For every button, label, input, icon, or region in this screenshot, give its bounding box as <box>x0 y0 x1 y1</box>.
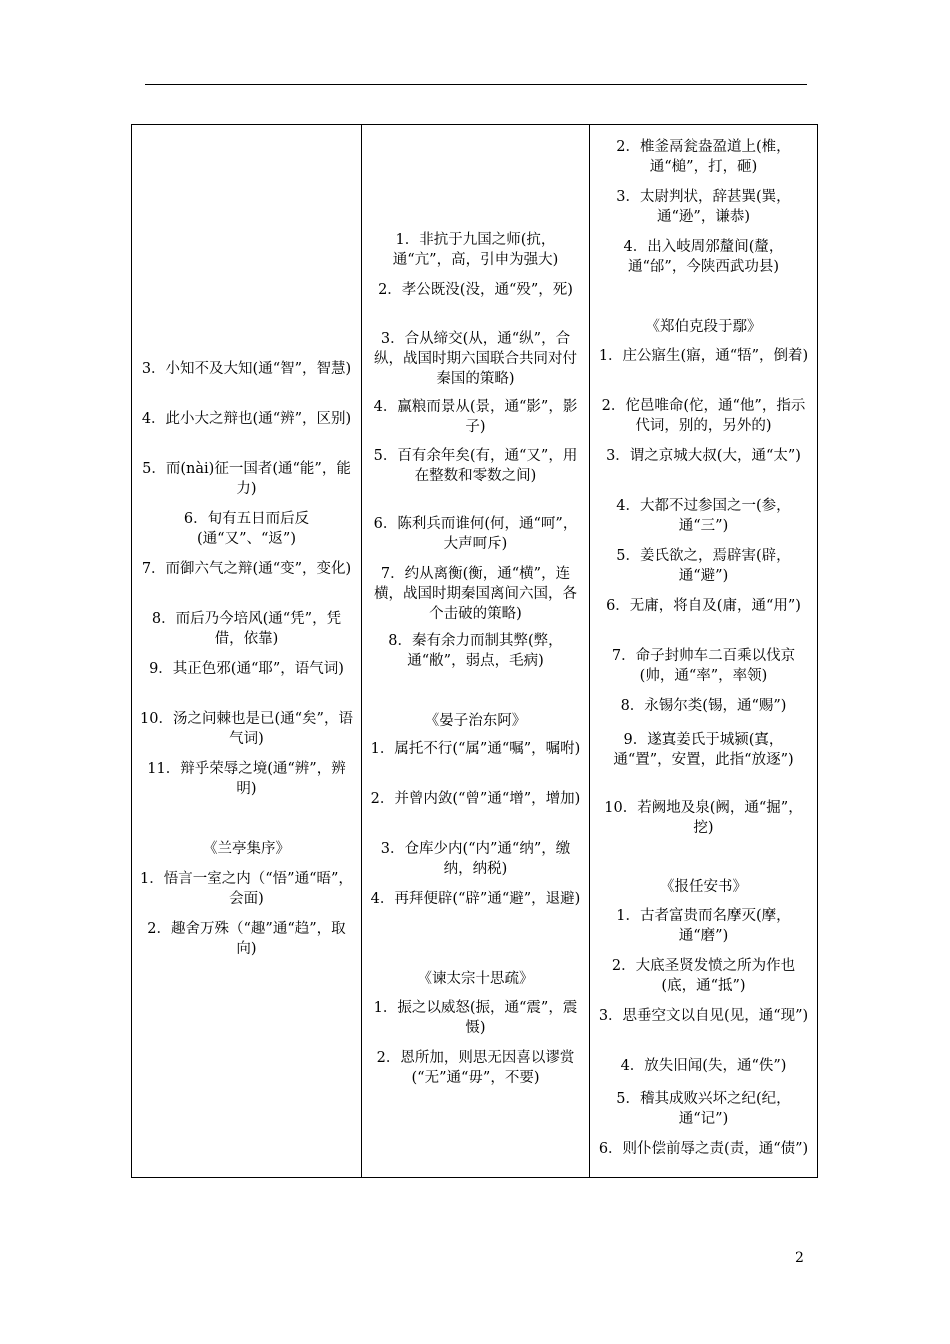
list-item: 1．属托不行(“属”通“嘱”，嘱咐) <box>370 741 581 757</box>
page-number: 2 <box>795 1250 804 1266</box>
list-item: 6．陈利兵而谁何(何，通“呵”，大声呵斥) <box>373 516 578 552</box>
list-item: 7．而御六气之辩(通“变”，变化) <box>141 561 352 577</box>
list-item: 4．出入岐周邠釐间(釐，通“邰”，今陕西武功县) <box>623 239 784 275</box>
list-item: 2．孝公既没(没，通“殁”，死) <box>378 282 573 298</box>
list-item: 4．此小大之辩也(通“辨”，区别) <box>141 411 352 427</box>
list-item: 9．其正色邪(通“耶”，语气词) <box>149 661 344 677</box>
list-item: 4．赢粮而景从(景，通“影”，影子) <box>373 399 578 435</box>
list-item: 4．放失旧闻(失，通“佚”) <box>620 1058 787 1074</box>
list-item: 1．古者富贵而名摩灭(摩，通“磨”) <box>616 908 791 944</box>
list-item: 2．椎釜鬲瓮盎盈道上(椎，通“槌”，打，砸) <box>616 139 791 175</box>
list-item: 3．太尉判状，辞甚巽(巽，通“逊”，谦恭) <box>616 189 791 225</box>
list-item: 9．遂寘姜氏于城颍(寘，通“置”，安置，此指“放逐”) <box>613 732 794 768</box>
section-title: 《谏太宗十思疏》 <box>417 971 534 987</box>
list-item: 8．而后乃今培风(通“凭”，凭借，依靠) <box>151 611 342 647</box>
list-item: 5．稽其成败兴坏之纪(纪，通“记”) <box>616 1091 791 1127</box>
list-item: 8．秦有余力而制其弊(弊，通“敝”，弱点，毛病) <box>388 633 563 669</box>
list-item: 8．永锡尔类(锡，通“赐”) <box>620 698 787 714</box>
section-title: 《兰亭集序》 <box>203 841 290 857</box>
list-item: 4．大都不过参国之一(参，通“三”) <box>616 498 791 534</box>
header-rule <box>145 84 807 85</box>
column-3 <box>590 125 817 1177</box>
list-item: 3．小知不及大知(通“智”，智慧) <box>141 361 352 377</box>
list-item: 3．合从缔交(从，通“纵”，合纵，战国时期六国联合共同对付秦国的策略) <box>374 331 577 387</box>
list-item: 7．命子封帅车二百乘以伐京(帅，通“率”，率领) <box>611 648 796 684</box>
list-item: 7．约从离衡(衡，通“横”，连横，战国时期秦国离间六国，各个击破的策略) <box>374 566 577 622</box>
tongjiazi-table <box>131 124 818 1178</box>
list-item: 2．佗邑唯命(佗，通“他”，指示代词，别的，另外的) <box>601 398 806 434</box>
list-item: 2．恩所加，则思无因喜以谬赏(“无”通“毋”，不要) <box>376 1050 575 1086</box>
column-1 <box>132 125 362 1177</box>
list-item: 2．趣舍万殊（“趣”通“趋”，取向) <box>147 921 346 957</box>
list-item: 11．辩乎荣辱之境(通“辨”，辨明) <box>147 761 346 797</box>
list-item: 6．旬有五日而后反(通“又”、“返”) <box>183 511 310 547</box>
list-item: 1．悟言一室之内（“悟”通“晤”，会面) <box>140 871 353 907</box>
list-item: 1．非抗于九国之师(抗，通“亢”，高，引申为强大) <box>392 232 559 268</box>
list-item: 1．庄公寤生(寤，通“牾”，倒着) <box>598 348 809 364</box>
list-item: 3．谓之京城大叔(大，通“太”) <box>606 448 801 464</box>
list-item: 5．百有余年矣(有，通“又”，用在整数和零数之间) <box>373 448 578 484</box>
list-item: 1．振之以威怒(振，通“震”，震慑) <box>373 1000 578 1036</box>
list-item: 5．姜氏欲之，焉辟害(辟，通“避”) <box>616 548 791 584</box>
section-title: 《报任安书》 <box>660 879 747 895</box>
column-2 <box>362 125 590 1177</box>
list-item: 3．思垂空文以自见(见，通“现”) <box>598 1008 809 1024</box>
list-item: 6．无庸，将自及(庸，通“用”) <box>606 598 801 614</box>
section-title: 《郑伯克段于鄢》 <box>645 319 762 335</box>
list-item: 3．仓库少内(“内”通“纳”，缴纳，纳税) <box>380 841 571 877</box>
list-item: 2．大底圣贤发愤之所为作也(底，通“抵”) <box>611 958 796 994</box>
section-title: 《晏子治东阿》 <box>424 713 527 729</box>
list-item: 10．汤之问棘也是已(通“矣”，语气词) <box>140 711 353 747</box>
list-item: 4．再拜便辟(“辟”通“避”，退避) <box>370 891 581 907</box>
list-item: 5．而(nài)征一国者(通“能”，能力) <box>142 461 351 497</box>
list-item: 10．若阙地及泉(阙，通“掘”，挖) <box>604 800 803 836</box>
list-item: 2．并曾内敛(“曾”通“增”，增加) <box>370 791 581 807</box>
list-item: 6．则仆偿前辱之责(责，通“债”) <box>598 1141 809 1157</box>
